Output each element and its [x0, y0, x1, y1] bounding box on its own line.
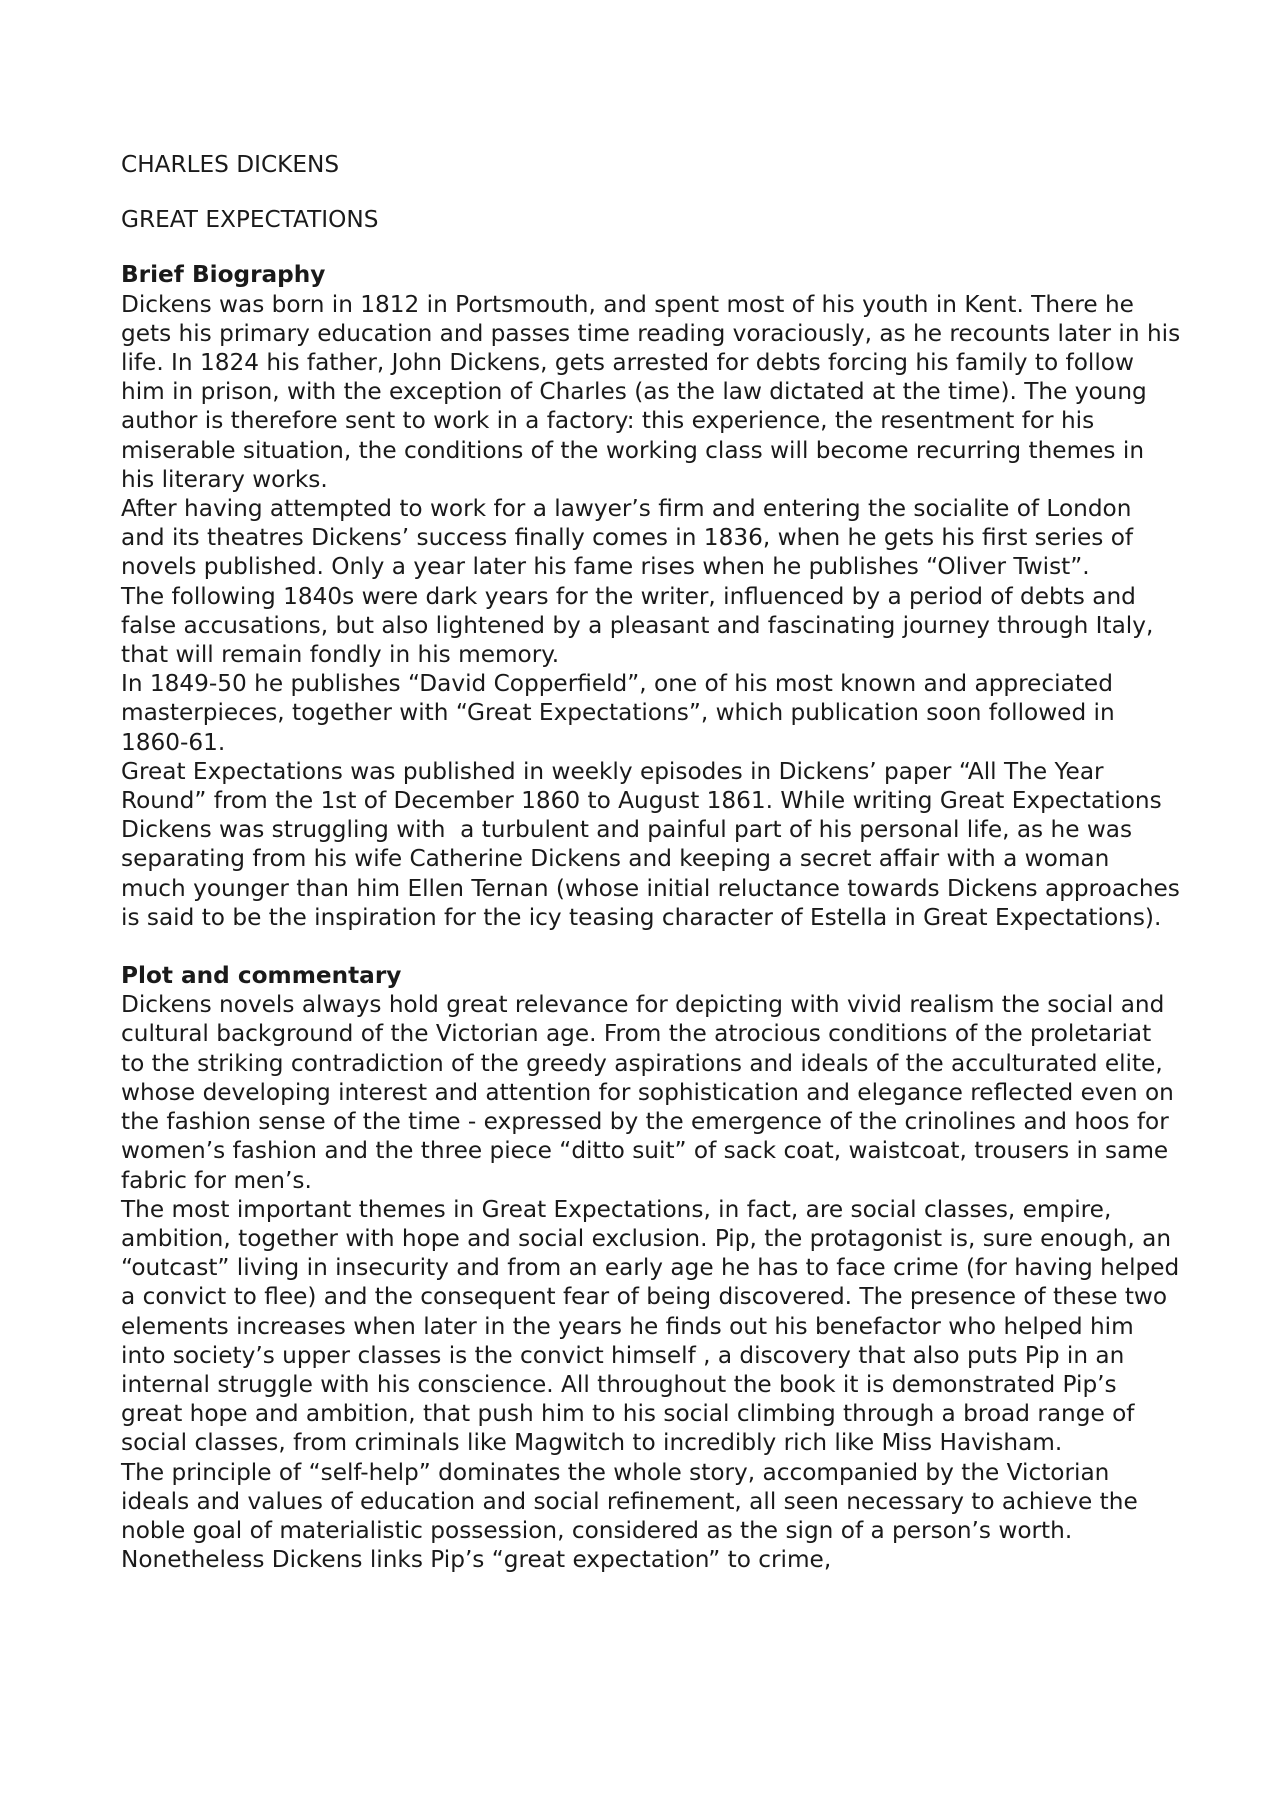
- paragraph: The most important themes in Great Expectations, in fact, are social classes, empire, ambition, together with hope and social exclusion. Pip, the protagonist is, sure enough, an “outcast” living in insecurity and from an early age he has to face crime (for having helped a convict to flee) and the consequent fear of being discovered. The presence of these two elements increases when later in the years he finds out his benefactor who helped him into society’s upper classes is the convict himself , a discovery that also puts Pip in an internal struggle with his conscience. All throughout the book it is demonstrated Pip’s great hope and ambition, that push him to his social climbing through a broad range of social classes, from criminals like Magwitch to incredibly rich like Miss Havisham.: [121, 1195, 1187, 1457]
- section-heading: Brief Biography: [121, 261, 326, 289]
- author-name: CHARLES DICKENS: [121, 151, 340, 178]
- paragraph: The principle of “self-help” dominates the whole story, accompanied by the Victorian ideals and values of education and social refinement, all seen necessary to achieve the noble goal of materialistic possession, considered as the sign of a person’s worth. Nonetheless Dickens links Pip’s “great expectation” to crime,: [121, 1458, 1146, 1574]
- section-heading: Plot and commentary: [121, 962, 402, 990]
- paragraph: After having attempted to work for a lawyer’s firm and entering the socialite of London and its theatres Dickens’ success finally comes in 1836, when he gets his first series of novels published. Only a year later his fame rises when he publishes “Oliver Twist”.: [121, 495, 1141, 581]
- paragraph: The following 1840s were dark years for the writer, influenced by a period of debts and false accusations, but also lightened by a pleasant and fascinating journey through Italy, that will remain fondly in his memory.: [121, 582, 1161, 669]
- paragraph: In 1849-50 he publishes “David Copperfield”, one of his most known and appreciated masterpieces, together with “Great Expectations”, which publication soon followed in 1860-61.: [121, 670, 1123, 756]
- document-page: [121, 150, 1188, 1603]
- paragraph: Great Expectations was published in weekly episodes in Dickens’ paper “All The Year Round” from the 1st of December 1860 to August 1861. While writing Great Expectations Dickens was struggling with a turbulent and painful part of his personal life, as he was separating from his wife Catherine Dickens and keeping a secret affair with a woman much younger than him Ellen Ternan (whose initial reluctance towards Dickens approaches is said to be the inspiration for the icy teasing character of Estella in Great Expectations).: [121, 757, 1188, 931]
- section-plot-and-commentary: [121, 961, 1187, 1574]
- section-brief-biography: [121, 260, 1188, 932]
- paragraph: Dickens novels always hold great relevance for depicting with vivid realism the social and cultural background of the Victorian age. From the atrocious conditions of the proletariat to the striking contradiction of the greedy aspirations and ideals of the acculturated elite, whose developing interest and attention for sophistication and elegance reflected even on the fashion sense of the time - expressed by the emergence of the crinolines and hoos for women’s fashion and the three piece “ditto suit” of sack coat, waistcoat, trousers in same fabric for men’s.: [121, 991, 1182, 1194]
- paragraph: Dickens was born in 1812 in Portsmouth, and spent most of his youth in Kent. There he gets his primary education and passes time reading voraciously, as he recounts later in his life. In 1824 his father, John Dickens, gets arrested for debts forcing his family to follow him in prison, with the exception of Charles (as the law dictated at the time). The young author is therefore sent to work in a factory: this experience, the resentment for his miserable situation, the conditions of the working class will become recurring themes in his literary works.: [121, 290, 1188, 493]
- book-title: GREAT EXPECTATIONS: [121, 206, 379, 234]
